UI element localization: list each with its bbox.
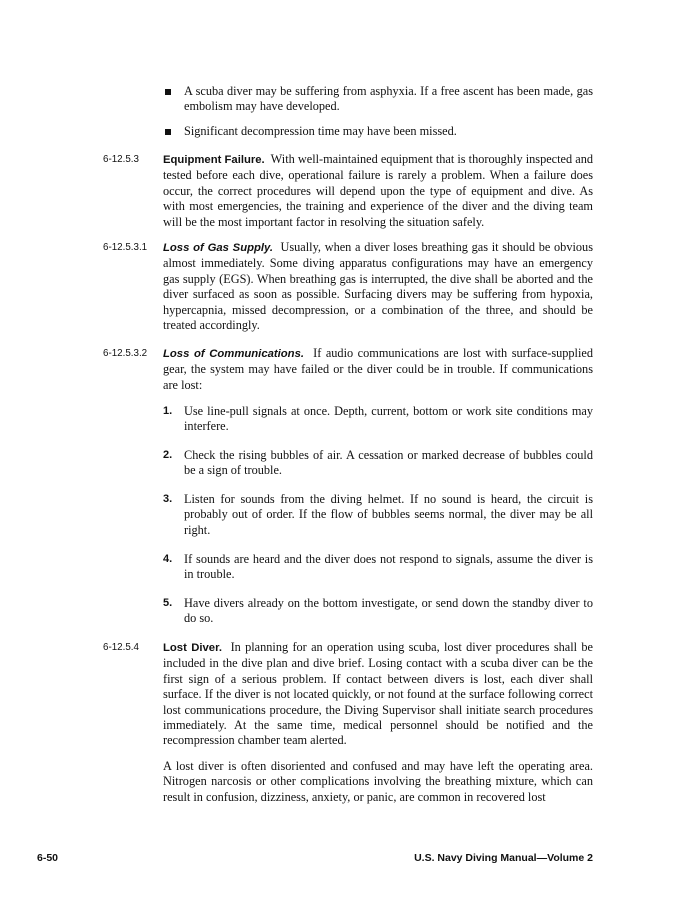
footer-title: U.S. Navy Diving Manual—Volume 2 xyxy=(414,852,593,864)
step-number: 5. xyxy=(163,597,173,609)
step-number: 3. xyxy=(163,493,173,505)
page-number: 6-50 xyxy=(37,852,59,864)
numbered-step: 1. Use line-pull signals at once. Depth, current, bottom or work site conditions may interfere. xyxy=(163,404,593,434)
section-number: 6-12.5.3 xyxy=(103,154,139,165)
numbered-step: 5. Have divers already on the bottom investigate, or send down the standby diver to do so. xyxy=(163,596,593,626)
numbered-step: 3. Listen for sounds from the diving helmet. If no sound is heard, the circuit is probably out of order. If the flow of bubbles seems normal, the diver may be all right. xyxy=(163,492,593,537)
step-number: 4. xyxy=(163,553,173,565)
section-text: With well-maintained equipment that is thoroughly inspected and tested before each dive, operational failure is rarely a problem. When a failure does occur, the correct procedures will depend upon the type of equipment and dive. As with most emergencies, the training and experience of the diver and the diving team will be the most important factor in resolving the situation safely. xyxy=(163,152,593,229)
bullet-item: A scuba diver may be suffering from asphyxia. If a free ascent has been made, gas embolism may have developed. xyxy=(184,84,593,115)
section-text: Usually, when a diver loses breathing gas it should be obvious almost immediately. Some diving apparatus configurations may have an emergency gas supply (EGS). When breathing gas is interrupted, the dive shall be aborted and the diver surfaced as soon as possible. Surfacing divers may be suffering from hypoxia, hypercapnia, missed decompression, or a combination of the three, and should be treated accordingly. xyxy=(163,240,593,333)
bullet-icon xyxy=(165,89,171,95)
section-lost-diver xyxy=(163,640,593,749)
section-number: 6-12.5.3.1 xyxy=(103,242,148,253)
section-number: 6-12.5.3.2 xyxy=(103,348,148,359)
bullet-icon xyxy=(165,129,171,135)
section-text: In planning for an operation using scuba, lost diver procedures shall be included in the dive plan and dive brief. Losing contact with a scuba diver can be the first sign of a serious problem. If contact between divers is lost, each diver shall surface. If the diver is not located quickly, or not found at the surface following correct lost communications procedure, the Diving Supervisor shall initiate search procedures immediately. At the same time, medical personnel should be notified and the recompression chamber team alerted. xyxy=(163,640,593,748)
numbered-step: 2. Check the rising bubbles of air. A cessation or marked decrease of bubbles could be a sign of trouble. xyxy=(163,448,593,478)
bullet-item: Significant decompression time may have been missed. xyxy=(184,124,593,139)
section-loss-of-comms xyxy=(163,346,593,393)
section-text: If audio communications are lost with surface-supplied gear, the system may have failed or the diver could be in trouble. If communications are lost: xyxy=(163,346,593,392)
section-heading: Lost Diver. xyxy=(163,642,222,654)
section-number: 6-12.5.4 xyxy=(103,642,139,653)
section-heading: Loss of Gas Supply. xyxy=(163,242,274,254)
section-loss-of-gas xyxy=(163,240,593,333)
numbered-step: 4. If sounds are heard and the diver does not respond to signals, assume the diver is in trouble. xyxy=(163,552,593,582)
section-heading: Equipment Failure. xyxy=(163,154,265,166)
section-heading: Loss of Communications. xyxy=(163,348,305,360)
step-number: 2. xyxy=(163,449,173,461)
section-equipment-failure xyxy=(163,152,593,230)
step-number: 1. xyxy=(163,405,173,417)
lost-diver-paragraph-2: A lost diver is often disoriented and confused and may have left the operating area. Nitrogen narcosis or other complications involving the breathing mixture, which can result in confusion, dizziness, anxiety, or panic, are common in recovered lost xyxy=(163,759,593,804)
